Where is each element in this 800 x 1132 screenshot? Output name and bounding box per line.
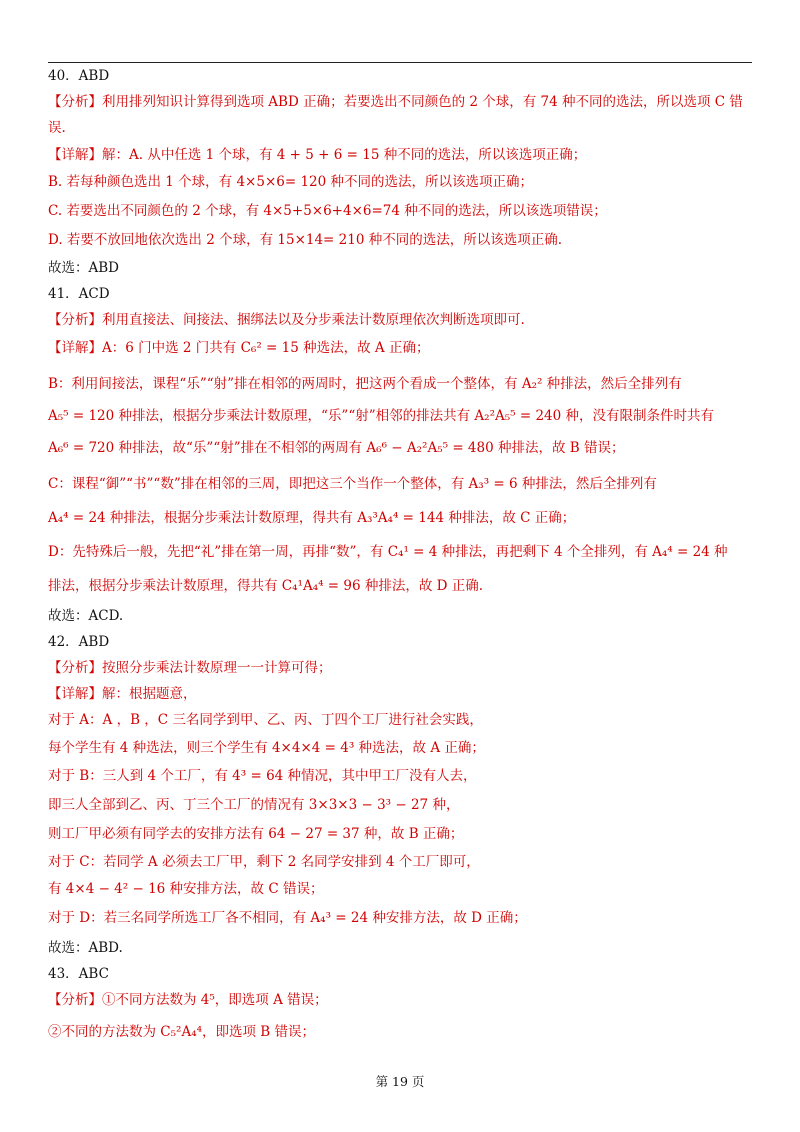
question-heading-40: 40．ABD	[48, 68, 110, 84]
detail-line: 对于 A：A ，B ，C 三名同学到甲、乙、丙、丁四个工厂进行社会实践，	[48, 712, 483, 728]
analysis-line: 【分析】①不同方法数为 4⁵，即选项 A 错误；	[48, 992, 328, 1008]
analysis-line: ②不同的方法数为 C₅²A₄⁴，即选项 B 错误；	[48, 1024, 316, 1040]
question-heading-41: 41．ACD	[48, 286, 110, 302]
detail-line: 【详解】解：根据题意，	[48, 686, 197, 702]
detail-line: 有 4×4 − 4² − 16 种安排方法，故 C 错误；	[48, 881, 324, 897]
question-heading-42: 42．ABD	[48, 634, 110, 650]
header-rule	[48, 62, 752, 63]
detail-line: C. 若要选出不同颜色的 2 个球，有 4×5+5×6+4×6=74 种不同的选法，所以该选项错误；	[48, 203, 607, 219]
detail-line: D：先特殊后一般，先把“礼”排在第一周，再排“数”，有 C₄¹ = 4 种排法，再把剩下 4 个全排列，有 A₄⁴ = 24 种	[48, 544, 728, 560]
detail-line: 【详解】A：6 门中选 2 门共有 C₆² = 15 种选法，故 A 正确；	[48, 340, 430, 356]
analysis-line: 【分析】利用排列知识计算得到选项 ABD 正确；若要选出不同颜色的 2 个球，有 74 种不同的选法，所以选项 C 错	[48, 94, 743, 110]
answer-line: 故选：ABD.	[48, 940, 123, 956]
detail-line: A₅⁵ = 120 种排法，根据分步乘法计数原理，“乐”“射”相邻的排法共有 A₂²A₅⁵ = 240 种，没有限制条件时共有	[48, 408, 715, 424]
answer-line: 故选：ACD.	[48, 608, 124, 624]
detail-line: A₄⁴ = 24 种排法，根据分步乘法计数原理，得共有 A₃³A₄⁴ = 144 种排法，故 C 正确；	[48, 510, 576, 526]
detail-line: 对于 C：若同学 A 必须去工厂甲，剩下 2 名同学安排到 4 个工厂即可，	[48, 854, 480, 870]
detail-line: D. 若要不放回地依次选出 2 个球，有 15×14= 210 种不同的选法，所以该选项正确.	[48, 232, 563, 248]
detail-line: B：利用间接法，课程“乐”“射”排在相邻的两周时，把这两个看成一个整体，有 A₂² 种排法，然后全排列有	[48, 376, 682, 392]
question-heading-43: 43．ABC	[48, 966, 109, 982]
detail-line: B. 若每种颜色选出 1 个球，有 4×5×6= 120 种不同的选法，所以该选项正确；	[48, 174, 534, 190]
analysis-line: 【分析】按照分步乘法计数原理一一计算可得；	[48, 660, 332, 676]
detail-line: 对于 D：若三名同学所选工厂各不相同，有 A₄³ = 24 种安排方法，故 D 正确；	[48, 910, 527, 926]
detail-line: 每个学生有 4 种选法，则三个学生有 4×4×4 = 4³ 种选法，故 A 正确；	[48, 740, 485, 756]
analysis-line: 误.	[48, 120, 66, 136]
detail-line: A₆⁶ = 720 种排法，故“乐”“射”排在不相邻的两周有 A₆⁶ − A₂²A₅⁵ = 480 种排法，故 B 错误；	[48, 440, 625, 456]
detail-line: 排法，根据分步乘法计数原理，得共有 C₄¹A₄⁴ = 96 种排法，故 D 正确.	[48, 578, 484, 594]
detail-line: 即三人全部到乙、丙、丁三个工厂的情况有 3×3×3 − 3³ − 27 种，	[48, 797, 460, 813]
detail-line: C：课程“御”“书”“数”排在相邻的三周，即把这三个当作一个整体，有 A₃³ = 6 种排法，然后全排列有	[48, 476, 657, 492]
analysis-line: 【分析】利用直接法、间接法、捆绑法以及分步乘法计数原理依次判断选项即可.	[48, 312, 525, 328]
page-number: 第 19 页	[375, 1074, 425, 1089]
detail-line: 对于 B：三人到 4 个工厂，有 4³ = 64 种情况，其中甲工厂没有人去，	[48, 768, 477, 784]
answer-line: 故选：ABD	[48, 260, 119, 276]
detail-line: 则工厂甲必须有同学去的安排方法有 64 − 27 = 37 种，故 B 正确；	[48, 826, 464, 842]
detail-line: 【详解】解：A. 从中任选 1 个球，有 4 + 5 + 6 = 15 种不同的选法，所以该选项正确；	[48, 147, 587, 163]
